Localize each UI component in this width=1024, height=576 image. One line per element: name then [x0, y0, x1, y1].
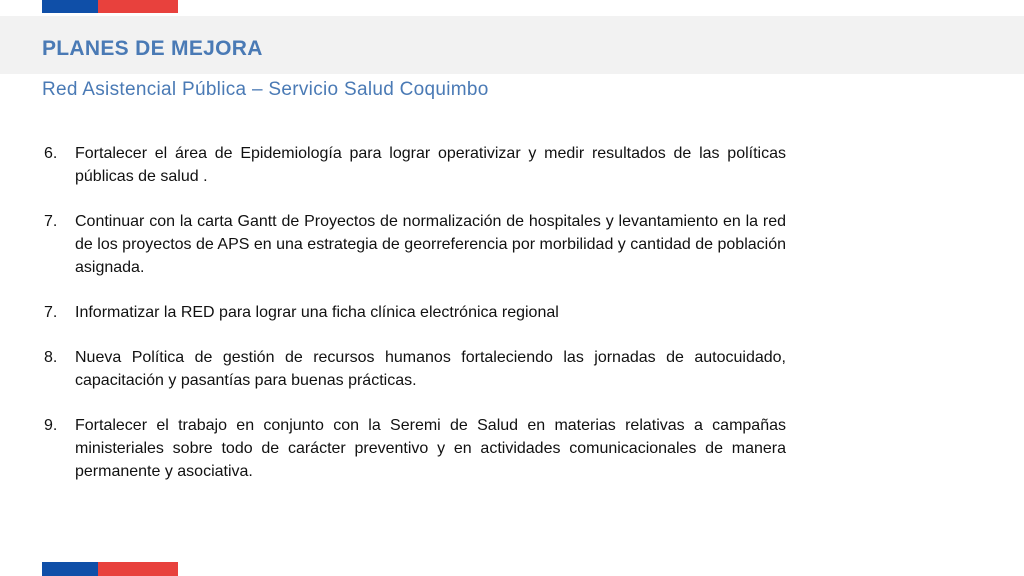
flag-red-segment — [98, 562, 178, 576]
list-item — [44, 346, 786, 392]
bottom-flag-stripe — [42, 562, 178, 576]
flag-blue-segment — [42, 562, 98, 576]
top-flag-stripe — [42, 0, 178, 13]
item-text: Nueva Política de gestión de recursos humanos fortaleciendo las jornadas de autocuidado, capacitación y pasantías para buenas prácticas. — [75, 349, 786, 389]
item-text: Informatizar la RED para lograr una ficha clínica electrónica regional — [75, 304, 559, 321]
item-number: 8. — [44, 349, 58, 366]
item-text: Continuar con la carta Gantt de Proyectos de normalización de hospitales y levantamiento en la red de los proyectos de APS en una estrategia de georreferencia por morbilidad y cantidad de población asignada. — [75, 213, 786, 276]
item-number: 7. — [44, 304, 58, 321]
slide-subtitle: Red Asistencial Pública – Servicio Salud Coquimbo — [42, 79, 489, 100]
item-text: Fortalecer el trabajo en conjunto con la Seremi de Salud en materias relativas a campañas ministeriales sobre todo de carácter preventivo y en actividades comunicacionales de manera permanente y asociativa. — [75, 417, 786, 480]
list-item — [44, 142, 786, 188]
item-number: 6. — [44, 145, 58, 162]
item-text: Fortalecer el área de Epidemiología para lograr operativizar y medir resultados de las políticas públicas de salud . — [75, 145, 786, 185]
item-number: 7. — [44, 213, 58, 230]
list-item — [44, 414, 786, 483]
flag-blue-segment — [42, 0, 98, 13]
list-item — [44, 301, 786, 324]
improvement-list — [44, 142, 786, 505]
item-number: 9. — [44, 417, 58, 434]
slide-title: PLANES DE MEJORA — [42, 37, 263, 60]
flag-red-segment — [98, 0, 178, 13]
list-item — [44, 210, 786, 279]
